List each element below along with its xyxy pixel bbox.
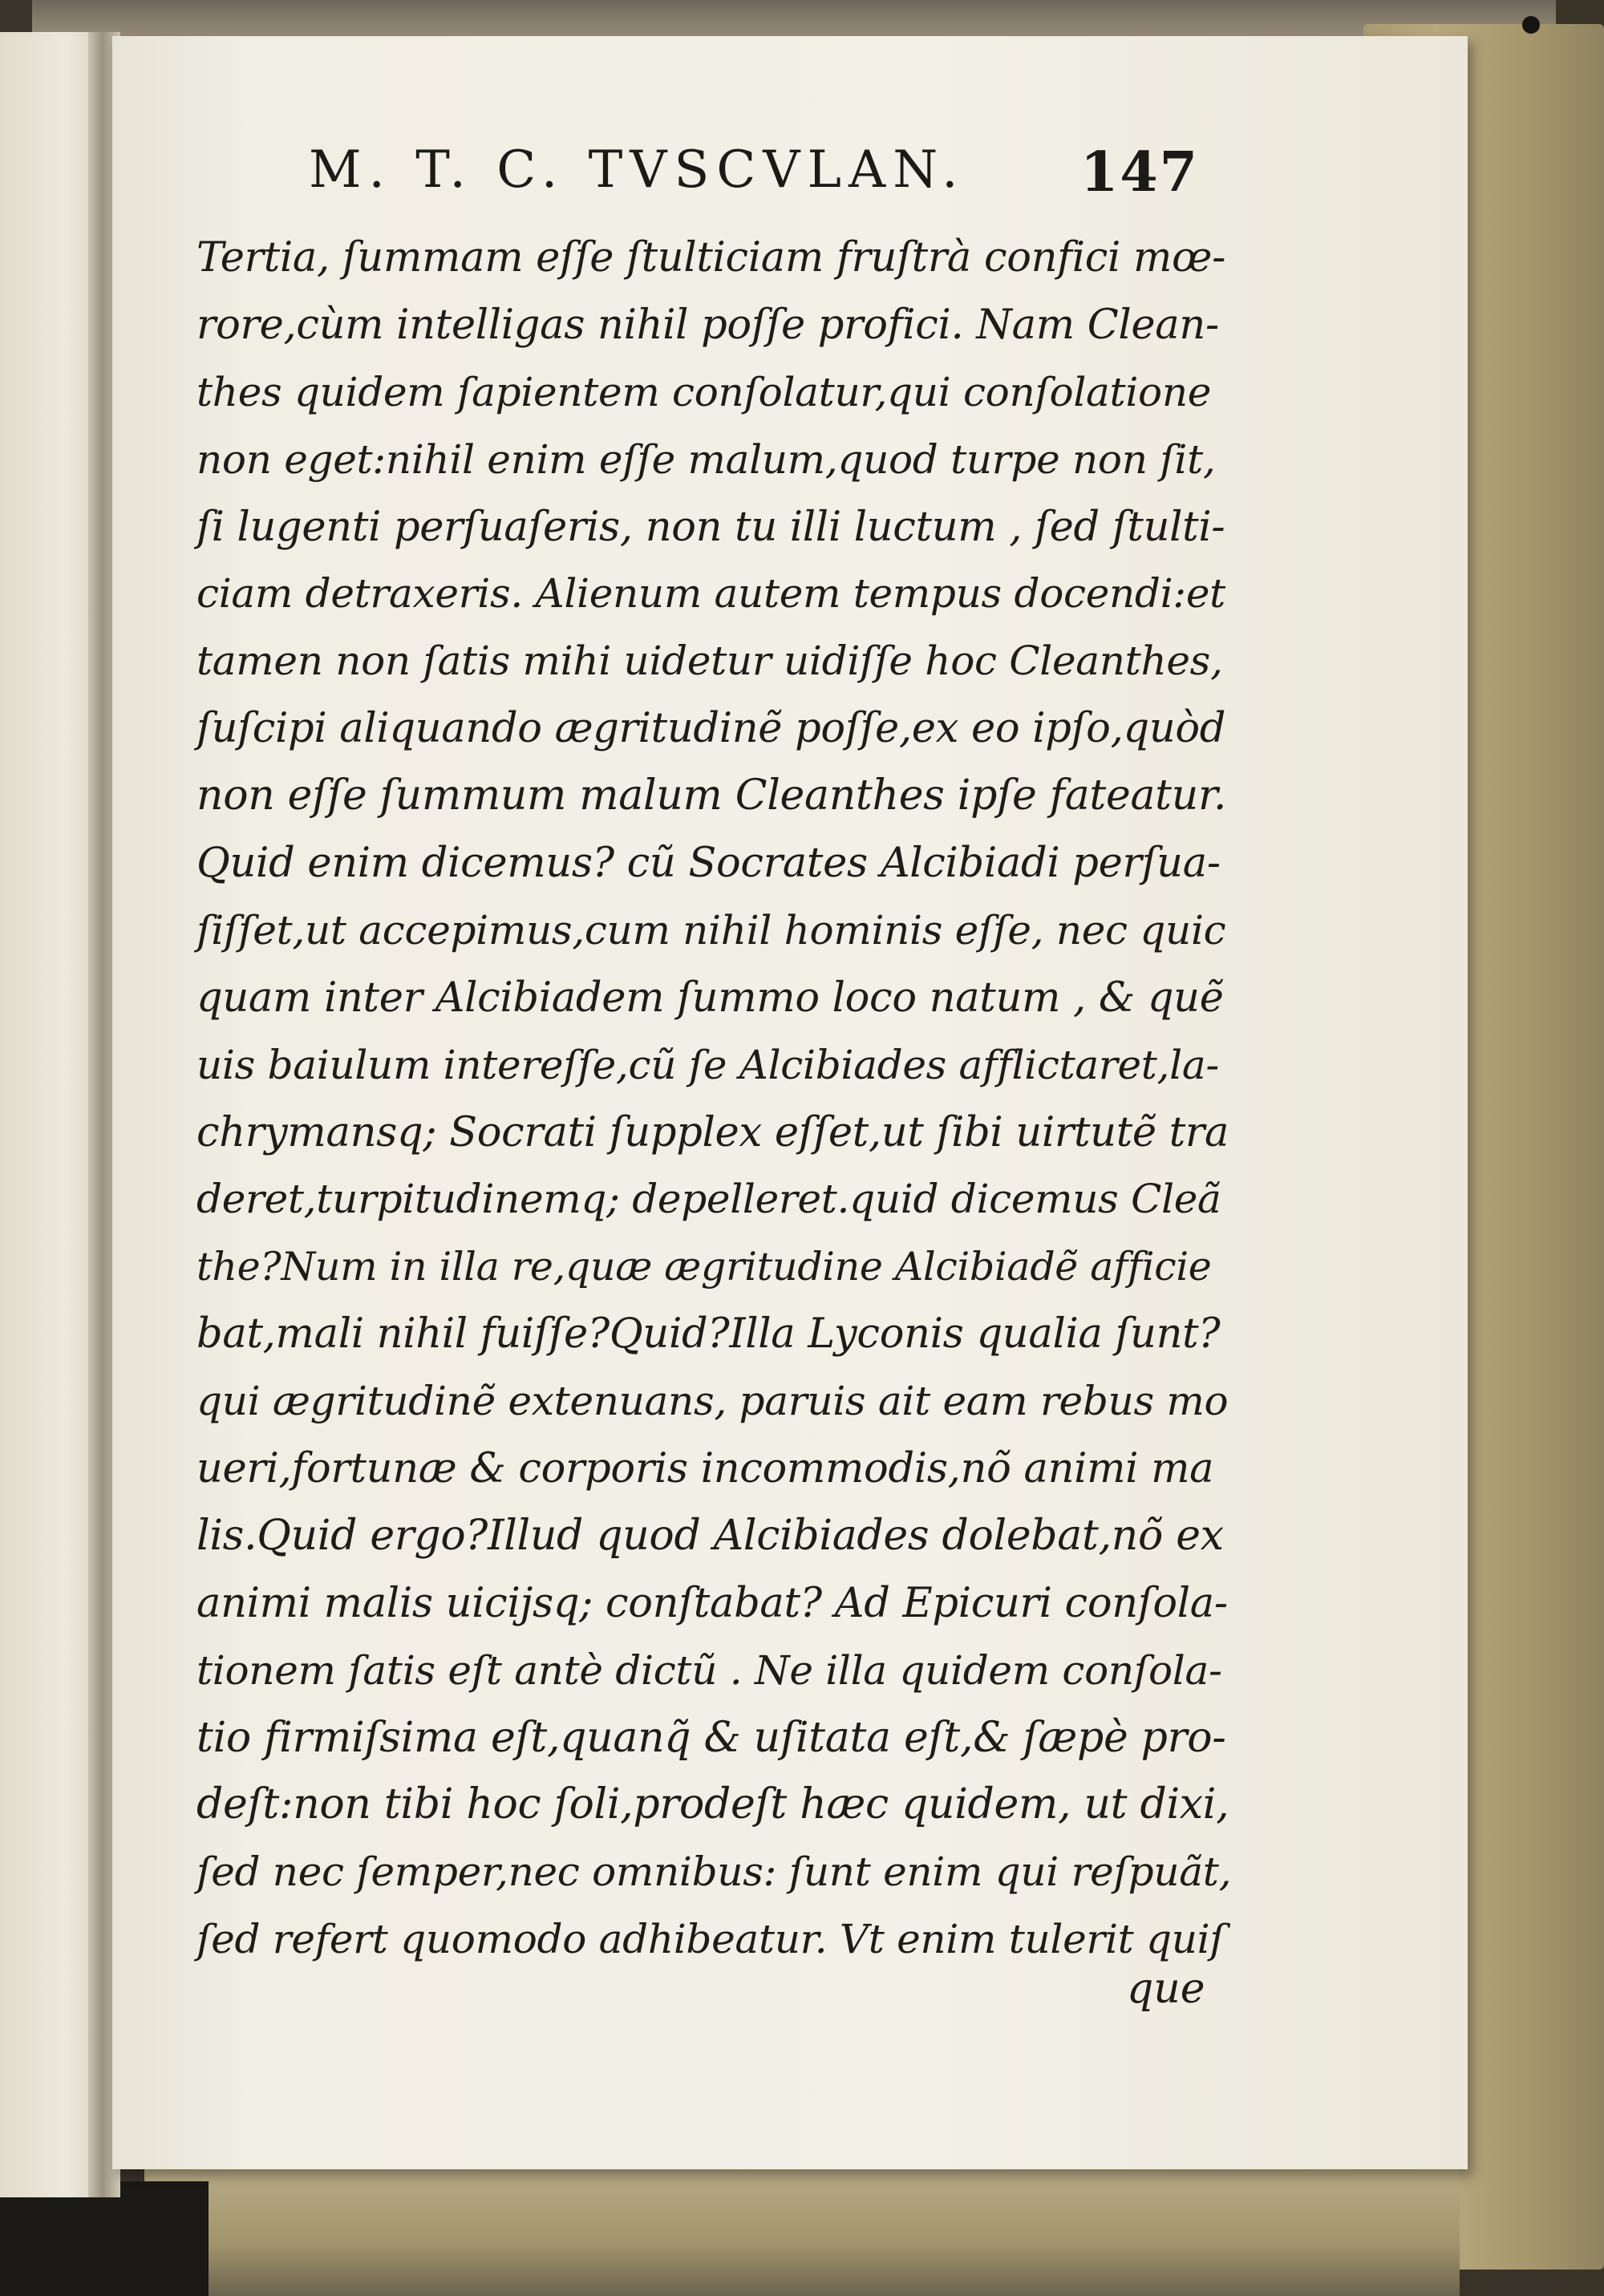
dark-corner (0, 2181, 209, 2296)
page-number: 147 (1080, 140, 1199, 204)
body-text (196, 225, 1231, 1974)
text-line: lis.Quid ergo?Illud quod Alcibiades dolebat,nõ ex (196, 1511, 1224, 1560)
text-line: tionem ſatis eſt antè dictũ . Ne illa quidem conſola- (196, 1646, 1222, 1694)
text-line: chrymansq; Socrati ſupplex eſſet,ut ſibi uirtutẽ tra (196, 1108, 1229, 1156)
running-title: M. T. C. TVSCVLAN. (309, 140, 966, 200)
catchword: que (1127, 1965, 1205, 2013)
text-line: Tertia, ſummam eſſe ſtulticiam fruſtrà confici mœ- (196, 234, 1226, 281)
text-line: the?Num in illa re,quæ ægritudine Alcibiadẽ afficie (196, 1244, 1212, 1290)
text-line: thes quidem ſapientem conſolatur,qui conſolatione (196, 368, 1212, 415)
text-line: ſed nec ſemper,nec omnibus: ſunt enim qui reſpuãt, (196, 1849, 1232, 1896)
text-line: qui ægritudinẽ extenuans, paruis ait eam rebus mo (196, 1378, 1229, 1425)
text-line: ſi lugenti perſuaſeris, non tu illi luctum , ſed ſtulti- (196, 503, 1225, 551)
text-line: animi malis uicijsq; conſtabat? Ad Epicuri conſola- (196, 1579, 1228, 1627)
text-line: deret,turpitudinemq; depelleret.quid dicemus Cleã (196, 1176, 1221, 1223)
text-line: ueri,fortunæ & corporis incommodis,nõ animi ma (196, 1445, 1214, 1493)
text-line: rore,cùm intelligas nihil poſſe profici. Nam Clean- (196, 301, 1219, 349)
text-line: tamen non ſatis mihi uidetur uidiſſe hoc Cleanthes, (196, 638, 1223, 685)
text-line: non eget:nihil enim eſſe malum,quod turpe non ſit, (196, 435, 1216, 483)
text-line: bat,mali nihil fuiſſe?Quid?Illa Lyconis qualia ſunt? (196, 1310, 1221, 1359)
dark-dot (1522, 16, 1540, 34)
text-line: ſed refert quomodo adhibeatur. Vt enim tulerit quiſ (196, 1916, 1225, 1963)
text-line: Quid enim dicemus? cũ Socrates Alcibiadi perſua- (196, 840, 1221, 888)
text-line: ciam detraxeris. Alienum autem tempus docendi:et (196, 570, 1225, 618)
running-head (309, 140, 1199, 213)
text-line: tio firmiſsima eſt,quanq̃ & uſitata eſt,& ſæpè pro- (196, 1713, 1226, 1762)
text-line: uis baiulum intereſſe,cũ ſe Alcibiades afflictaret,la- (196, 1041, 1219, 1088)
book-cover-bottom (144, 2165, 1460, 2296)
text-line: ſiſſet,ut accepimus,cum nihil hominis eſſe, nec quic (196, 906, 1226, 954)
text-line: quam inter Alcibiadem ſummo loco natum , & quẽ (196, 974, 1224, 1022)
text-line: ſuſcipi aliquando ægritudinẽ poſſe,ex eo ipſo,quòd (196, 705, 1226, 753)
text-line: non eſſe ſummum malum Cleanthes ipſe fateatur. (196, 771, 1227, 820)
text-line: deſt:non tibi hoc ſoli,prodeſt hæc quidem, ut dixi, (196, 1780, 1229, 1829)
